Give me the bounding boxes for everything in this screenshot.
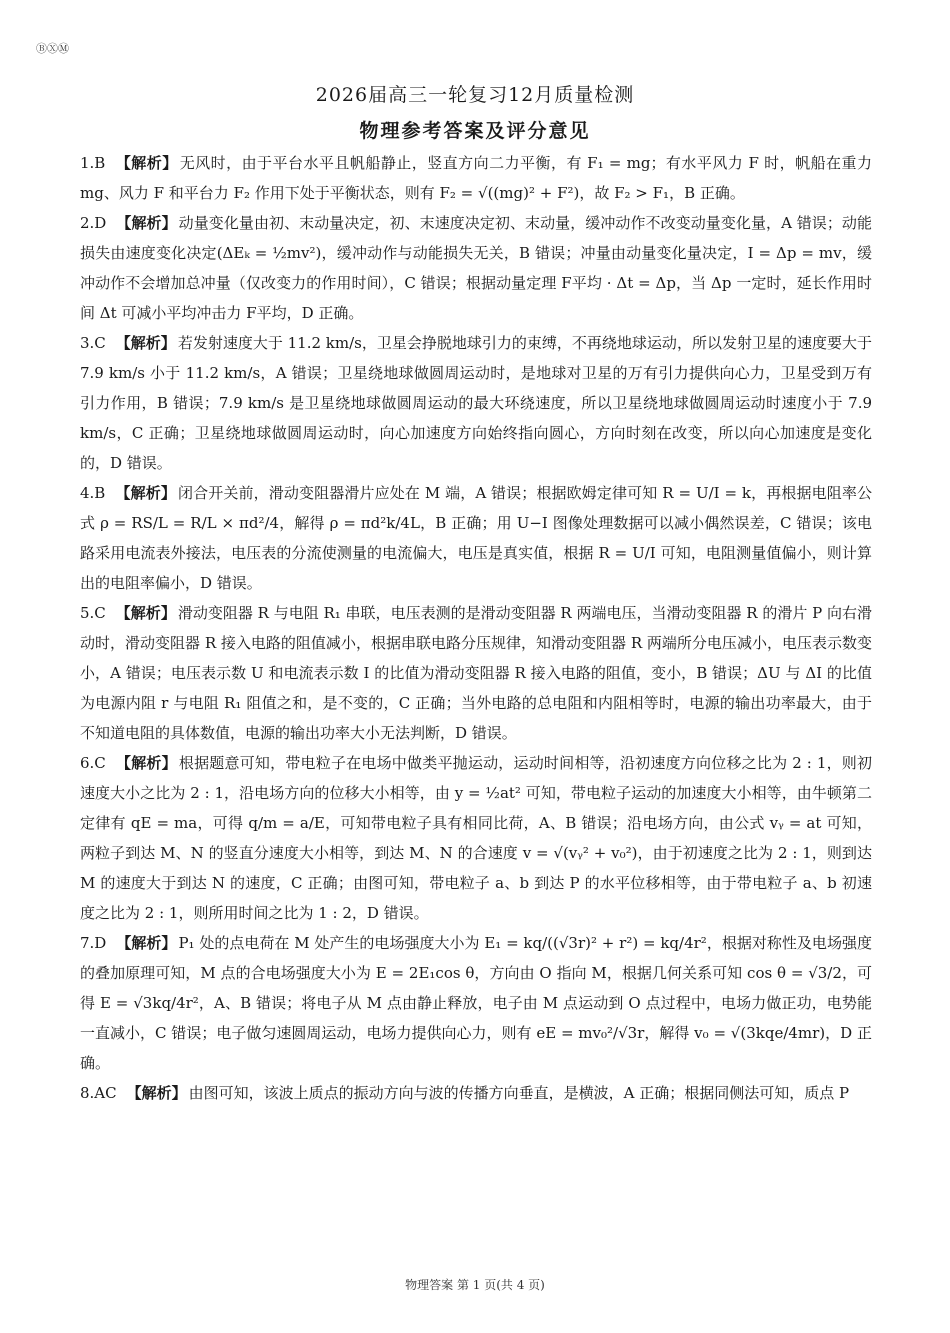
answer-number: 3.C: [80, 334, 106, 352]
analysis-tag: 【解析】: [116, 214, 177, 232]
answer-item: [80, 148, 872, 208]
corner-mark: ⒷⓍⓂ: [36, 43, 69, 55]
answer-item: [80, 208, 872, 328]
answer-text: P₁ 处的点电荷在 M 处产生的电场强度大小为 E₁ = kq/((√3r)² + r²) = kq/4r²，根据对称性及电场强度的叠加原理可知，M 点的合电场强度大小为 E = 2E₁cos θ，方向由 O 指向 M，根据几何关系可知 cos θ = √3/2，可得 E = √3kq/4r²，A、B 错误；将电子从 M 点由静止释放，电子由 M 点运动到 O 点过程中，电场力做正功，电势能一直减小，C 错误；电子做匀速圆周运动，电场力提供向心力，则有 eE = mv₀²/√3r，解得 v₀ = √(3kqe/4mr)，D 正确。: [80, 934, 872, 1072]
answer-text: 由图可知，该波上质点的振动方向与波的传播方向垂直，是横波，A 正确；根据同侧法可知，质点 P: [188, 1084, 850, 1102]
analysis-tag: 【解析】: [115, 754, 177, 772]
analysis-tag: 【解析】: [115, 604, 176, 622]
page-title: 2026届高三一轮复习12月质量检测: [315, 84, 635, 106]
page-footer: 物理答案 第 1 页(共 4 页): [405, 1278, 545, 1292]
answer-item: [80, 598, 872, 748]
answer-text: 滑动变阻器 R 与电阻 R₁ 串联，电压表测的是滑动变阻器 R 两端电压，当滑动变阻器 R 的滑片 P 向右滑动时，滑动变阻器 R 接入电路的阻值减小，根据串联电路分压规律，知滑动变阻器 R 两端所分电压减小，电压表示数变小，A 错误；电压表示数 U 和电流表示数 I 的比值为滑动变阻器 R 接入电路的阻值，变小，B 错误；ΔU 与 ΔI 的比值为电源内阻 r 与电阻 R₁ 阻值之和，是不变的，C 正确；当外电路的总电阻和内阻相等时，电源的输出功率最大，由于不知道电阻的具体数值，电源的输出功率大小无法判断，D 错误。: [80, 604, 872, 742]
answer-text: 若发射速度大于 11.2 km/s，卫星会挣脱地球引力的束缚，不再绕地球运动，所以发射卫星的速度要大于 7.9 km/s 小于 11.2 km/s，A 错误；卫星绕地球做圆周运动时，是地球对卫星的万有引力提供向心力，卫星受到万有引力作用，B 错误；7.9 km/s 是卫星绕地球做圆周运动的最大环绕速度，所以卫星绕地球做圆周运动时速度小于 7.9 km/s，C 正确；卫星绕地球做圆周运动时，向心加速度方向始终指向圆心，方向时刻在改变，所以向心加速度是变化的，D 错误。: [80, 334, 872, 472]
answer-number: 6.C: [80, 754, 106, 772]
answer-item: [80, 478, 872, 598]
analysis-tag: 【解析】: [126, 1084, 187, 1102]
answer-item: [80, 928, 872, 1078]
answer-number: 5.C: [80, 604, 106, 622]
answer-text: 无风时，由于平台水平且帆船静止，竖直方向二力平衡，有 F₁ = mg；有水平风力 F 时，帆船在重力 mg、风力 F 和平台力 F₂ 作用下处于平衡状态，则有 F₂ = √((mg)² + F²)，故 F₂ > F₁，B 正确。: [80, 154, 872, 202]
answer-number: 7.D: [80, 934, 107, 952]
analysis-tag: 【解析】: [115, 484, 176, 502]
answer-item: [80, 328, 872, 478]
answers-list: [80, 148, 872, 1108]
analysis-tag: 【解析】: [116, 934, 177, 952]
answer-text: 闭合开关前，滑动变阻器滑片应处在 M 端，A 错误；根据欧姆定律可知 R = U/I = k，再根据电阻率公式 ρ = RS/L = R/L × πd²/4，解得 ρ = πd²k/4L，B 正确；用 U−I 图像处理数据可以减小偶然误差，C 错误；该电路采用电流表外接法，电压表的分流使测量的电流偏大，电压是真实值，根据 R = U/I 可知，电阻测量值偏小，则计算出的电阻率偏小，D 错误。: [80, 484, 872, 592]
answer-text: 动量变化量由初、末动量决定，初、末速度决定初、末动量，缓冲动作不改变动量变化量，A 错误；动能损失由速度变化决定(ΔEₖ = ½mv²)，缓冲动作与动能损失无关，B 错误；冲量由动量变化量决定，I = Δp = mv，缓冲动作不会增加总冲量（仅改变力的作用时间），C 错误；根据动量定理 F平均 · Δt = Δp，当 Δp 一定时，延长作用时间 Δt 可减小平均冲击力 F平均，D 正确。: [80, 214, 872, 322]
analysis-tag: 【解析】: [115, 334, 176, 352]
analysis-tag: 【解析】: [115, 154, 178, 172]
answer-number: 4.B: [80, 484, 106, 502]
answer-text: 根据题意可知，带电粒子在电场中做类平抛运动，运动时间相等，沿初速度方向位移之比为 2 : 1，则初速度大小之比为 2 : 1，沿电场方向的位移大小相等，由 y = ½at² 可知，带电粒子运动的加速度大小相等，由牛顿第二定律有 qE = ma，可得 q/m = a/E，可知带电粒子具有相同比荷，A、B 错误；沿电场方向，由公式 vᵧ = at 可知，两粒子到达 M、N 的竖直分速度大小相等，到达 M、N 的合速度 v = √(vᵧ² + v₀²)，由于初速度之比为 2 : 1，则到达 M 的速度大于到达 N 的速度，C 正确；由图可知，带电粒子 a、b 到达 P 的水平位移相等，由于带电粒子 a、b 初速度之比为 2 : 1，则所用时间之比为 1 : 2，D 错误。: [80, 754, 872, 922]
answer-number: 1.B: [80, 154, 106, 172]
page-subtitle: 物理参考答案及评分意见: [359, 120, 591, 142]
answer-number: 8.AC: [80, 1084, 117, 1102]
answer-item: [80, 748, 872, 928]
answer-number: 2.D: [80, 214, 107, 232]
answer-item: [80, 1078, 872, 1108]
